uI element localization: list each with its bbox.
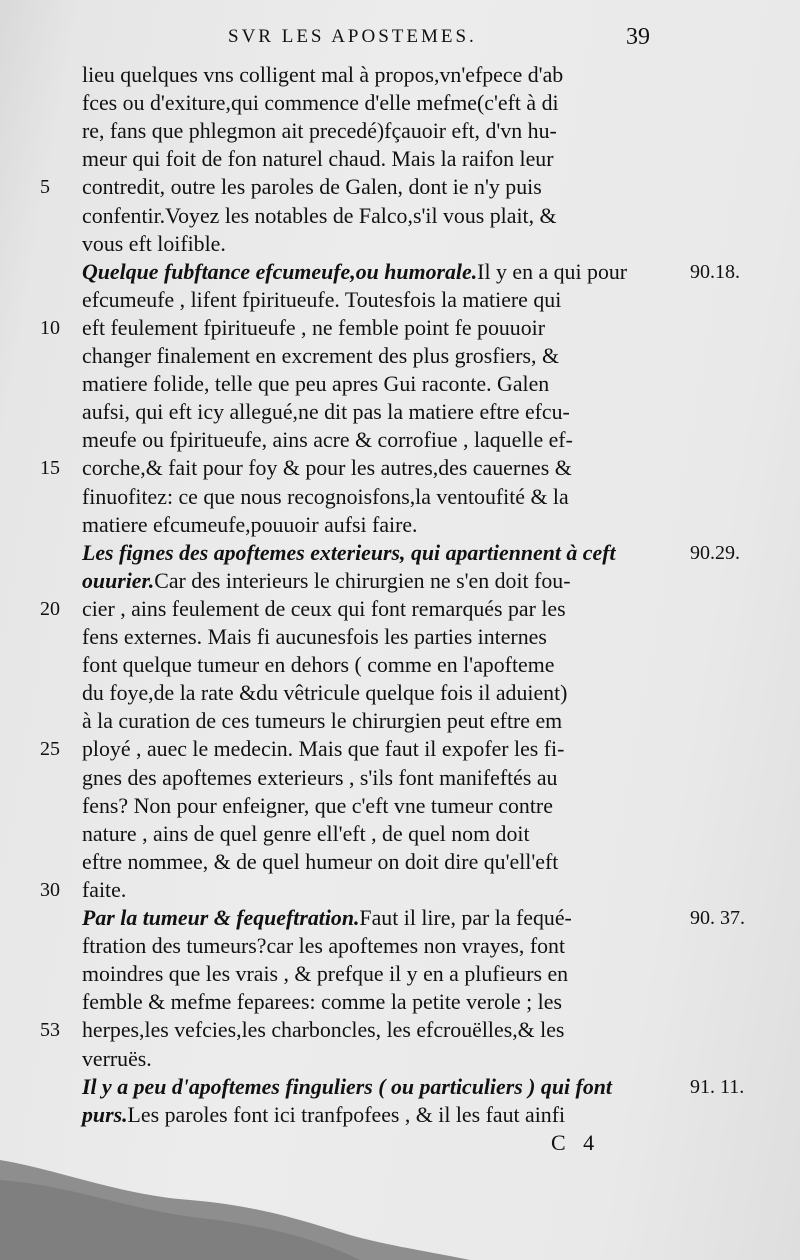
lemma: Quelque fubftance efcumeufe,ou humorale.	[82, 258, 478, 284]
text-line	[82, 849, 678, 875]
text-line	[82, 231, 678, 257]
text-line	[82, 1017, 678, 1043]
text-line	[82, 62, 678, 88]
page-number: 39	[626, 24, 650, 50]
text-line	[82, 821, 678, 847]
text-line	[82, 343, 678, 369]
line-text: Il y en a qui pour	[477, 258, 628, 284]
line-text: confentir.Voyez les notables de Falco,s'il vous plait, &	[82, 202, 557, 228]
line-number: 53	[40, 1019, 60, 1042]
line-number: 15	[40, 457, 60, 480]
line-text: eft feulement fpiritueufe , ne femble point fe pouuoir	[82, 314, 546, 340]
line-text: femble & mefme feparees: comme la petite verole ; les	[82, 989, 562, 1015]
text-line	[82, 371, 678, 397]
lemma-line	[82, 905, 678, 931]
line-text: cier , ains feulement de ceux qui font remarqués par les	[82, 595, 566, 621]
line-text: meufe ou fpiritueufe, ains acre & corrofiue , laquelle ef-	[82, 427, 573, 453]
line-text: gnes des apoftemes exterieurs , s'ils font manifeftés au	[82, 764, 558, 790]
text-line	[82, 680, 678, 706]
margin-reference: 90.29.	[690, 541, 740, 564]
text-line	[82, 287, 678, 313]
lemma-line	[82, 1102, 678, 1128]
text-line	[82, 455, 678, 481]
margin-reference: 90.18.	[690, 260, 740, 283]
text-line	[82, 174, 678, 200]
text-line	[82, 90, 678, 116]
lemma-line	[82, 540, 678, 566]
line-text: aufsi, qui eft icy allegué,ne dit pas la matiere eftre efcu-	[82, 399, 570, 425]
signature-mark: C 4	[551, 1130, 601, 1155]
line-text: verruës.	[82, 1045, 152, 1071]
line-text: corche,& fait pour foy & pour les autres,des cauernes &	[82, 455, 572, 481]
line-text: fces ou d'exiture,qui commence d'elle mefme(c'eft à di	[82, 90, 559, 116]
line-text: lieu quelques vns colligent mal à propos,vn'efpece d'ab	[82, 62, 564, 87]
text-line	[82, 765, 678, 791]
line-text: nature , ains de quel genre ell'eft , de quel nom doit	[82, 820, 530, 846]
text-line	[82, 118, 678, 144]
line-number: 30	[40, 878, 60, 901]
text-line	[82, 624, 678, 650]
text-line	[82, 652, 678, 678]
line-text: efcumeufe , lifent fpiritueufe. Toutesfois la matiere qui	[82, 286, 562, 312]
margin-reference: 90. 37.	[690, 907, 745, 929]
line-text: vous eft loifible.	[82, 230, 226, 256]
text-line	[82, 708, 678, 734]
text-line	[82, 146, 678, 172]
line-text: ployé , auec le medecin. Mais que faut il expofer les fi-	[82, 736, 565, 762]
line-text: moindres que les vrais , & prefque il y en a plufieurs en	[82, 961, 569, 987]
line-text: finuofitez: ce que nous recognoisfons,la ventoufité & la	[82, 483, 569, 509]
lemma-line	[82, 1074, 678, 1100]
line-text: matiere efcumeufe,pouuoir aufsi faire.	[82, 511, 418, 537]
text-line	[82, 427, 678, 453]
text-line	[82, 793, 678, 819]
text-line	[82, 736, 678, 762]
line-text: Car des interieurs le chirurgien ne s'en doit fou-	[154, 567, 571, 593]
line-text: à la curation de ces tumeurs le chirurgien peut eftre em	[82, 708, 563, 734]
text-line	[82, 1046, 678, 1072]
line-text: fens externes. Mais fi aucunesfois les parties internes	[82, 624, 547, 649]
text-line	[82, 399, 678, 425]
line-text: faite.	[82, 876, 127, 902]
text-line	[82, 596, 678, 622]
margin-reference: 91. 11.	[690, 1075, 745, 1098]
line-text: Faut il lire, par la fequé-	[359, 905, 572, 930]
lemma: Il y a peu d'apoftemes finguliers ( ou particuliers ) qui font	[82, 1073, 612, 1099]
running-head: SVR LES APOSTEMES.	[228, 26, 477, 47]
text-line	[82, 203, 678, 229]
text-line	[82, 989, 678, 1015]
line-text: ftration des tumeurs?car les apoftemes non vrayes, font	[82, 933, 566, 959]
line-text: meur qui foit de fon naturel chaud. Mais la raifon leur	[82, 146, 554, 172]
text-line	[82, 512, 678, 538]
line-text: fens? Non pour enfeigner, que c'eft vne tumeur contre	[82, 792, 553, 818]
lemma: ouurier.	[82, 567, 155, 593]
line-text: du foye,de la rate &du vêtricule quelque fois il aduient)	[82, 680, 568, 706]
line-text: changer finalement en excrement des plus grosfiers, &	[82, 343, 559, 368]
lemma: Les fignes des apoftemes exterieurs, qui apartiennent à ceft	[82, 539, 616, 565]
text-line	[82, 484, 678, 510]
lemma: Par la tumeur & fequeftration.	[82, 905, 360, 930]
text-line	[82, 933, 678, 959]
line-text: contredit, outre les paroles de Galen, dont ie n'y puis	[82, 174, 542, 200]
line-text: font quelque tumeur en dehors ( comme en l'apofteme	[82, 652, 555, 678]
line-number: 20	[40, 597, 60, 620]
torn-page-edge	[0, 1140, 800, 1260]
lemma-line	[82, 568, 678, 594]
line-text: eftre nommee, & de quel humeur on doit dire qu'ell'eft	[82, 848, 559, 874]
line-text: re, fans que phlegmon ait precedé)fçauoir eft, d'vn hu-	[82, 118, 557, 144]
line-number: 5	[40, 176, 50, 199]
text-line	[82, 961, 678, 987]
line-text: herpes,les vefcies,les charboncles, les efcrouëlles,& les	[82, 1017, 565, 1043]
lemma-line	[82, 259, 678, 285]
line-number: 25	[40, 738, 60, 761]
text-line	[82, 877, 678, 903]
line-text: matiere folide, telle que peu apres Gui raconte. Galen	[82, 371, 550, 397]
text-line	[82, 315, 678, 341]
line-number: 10	[40, 316, 60, 339]
line-text: Les paroles font ici tranfpofees , & il les faut ainfi	[127, 1101, 566, 1127]
page-header	[0, 24, 800, 54]
lemma: purs.	[82, 1101, 128, 1127]
